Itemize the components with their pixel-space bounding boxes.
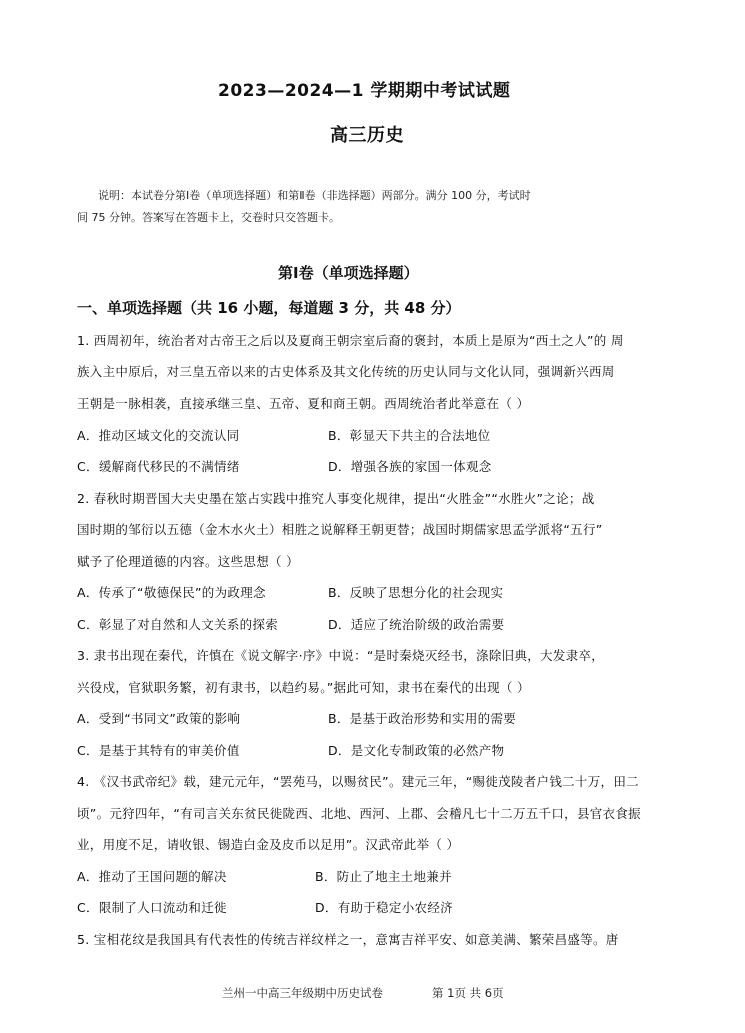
question-3-line-2: 兴役戍，官狱职务繁，初有隶书，以趋约易。”据此可知，隶书在秦代的出现（ ） xyxy=(77,680,530,695)
exam-subject: 高三历史 xyxy=(330,125,404,146)
question-1-option-d: D．增强各族的家国一体观念 xyxy=(328,459,492,474)
question-4-option-d: D．有助于稳定小农经济 xyxy=(315,900,453,915)
question-2-option-b: B．反映了思想分化的社会现实 xyxy=(328,585,504,600)
instructions-line-1: 说明：本试卷分第Ⅰ卷（单项选择题）和第Ⅱ卷（非选择题）两部分。满分 100 分，考试时 xyxy=(98,189,531,202)
question-1-option-a: A．推动区域文化的交流认同 xyxy=(77,428,240,443)
question-3-option-c: C．是基于其特有的审美价值 xyxy=(77,743,240,758)
question-1-option-c: C．缓解商代移民的不满情绪 xyxy=(77,459,240,474)
question-4-line-1: 4. 《汉书武帝纪》载，建元元年，“罢苑马，以赐贫民”。建元三年，“赐徙茂陵者户钱二十万，田二 xyxy=(77,774,639,789)
footer-page-number: 第 1页 共 6页 xyxy=(432,986,504,1000)
footer-exam-name: 兰州一中高三年级期中历史试卷 xyxy=(222,986,383,1000)
part-title: 第Ⅰ卷（单项选择题） xyxy=(278,264,419,282)
question-1-line-1: 1. 西周初年，统治者对古帝王之后以及夏商王朝宗室后裔的褒封，本质上是原为“西土之人”的 周 xyxy=(77,333,624,348)
question-3-line-1: 3. 隶书出现在秦代，许慎在《说文解字·序》中说：“是时秦烧灭经书，涤除旧典，大发隶卒， xyxy=(77,648,605,663)
question-4-option-a: A．推动了王国问题的解决 xyxy=(77,869,227,884)
question-2-line-1: 2. 春秋时期晋国大夫史墨在筮占实践中推究人事变化规律，提出“火胜金”“水胜火”之论；战 xyxy=(77,491,595,506)
section-heading: 一、单项选择题（共 16 小题，每道题 3 分，共 48 分） xyxy=(77,299,461,317)
question-3-option-b: B．是基于政治形势和实用的需要 xyxy=(328,711,517,726)
instructions-line-2: 间 75 分钟。答案写在答题卡上，交卷时只交答题卡。 xyxy=(77,211,340,224)
question-2-line-3: 赋予了伦理道德的内容。这些思想（ ） xyxy=(77,554,299,569)
question-4-line-3: 业，用度不足，请收银、锡造白金及皮币以足用”。汉武帝此举（ ） xyxy=(77,837,460,852)
question-3-option-a: A．受到“书同文”政策的影响 xyxy=(77,711,241,726)
question-4-option-b: B．防止了地主土地兼并 xyxy=(315,869,452,884)
question-3-option-d: D．是文化专制政策的必然产物 xyxy=(328,743,505,758)
question-5-line-1: 5. 宝相花纹是我国具有代表性的传统吉祥纹样之一，意寓吉祥平安、如意美满、繁荣昌盛等。唐 xyxy=(77,932,619,947)
question-2-line-2: 国时期的邹衍以五德（金木水火土）相胜之说解释王朝更替；战国时期儒家思孟学派将“五行” xyxy=(77,522,603,537)
question-2-option-c: C．彰显了对自然和人文关系的探索 xyxy=(77,617,279,632)
question-1-option-b: B．彰显天下共主的合法地位 xyxy=(328,428,491,443)
question-4-line-2: 顷”。元狩四年，“有司言关东贫民徙陇西、北地、西河、上郡、会稽凡七十二万五千口，县官衣食振 xyxy=(77,806,641,821)
question-4-option-c: C．限制了人口流动和迁徙 xyxy=(77,900,227,915)
question-1-line-3: 王朝是一脉相袭，直接承继三皇、五帝、夏和商王朝。西周统治者此举意在（ ） xyxy=(77,396,530,411)
exam-title: 2023—2024—1 学期期中考试试题 xyxy=(218,81,511,101)
question-2-option-d: D．适应了统治阶级的政治需要 xyxy=(328,617,505,632)
question-2-option-a: A．传承了“敬德保民”的为政理念 xyxy=(77,585,266,600)
question-1-line-2: 族入主中原后，对三皇五帝以来的古史体系及其文化传统的历史认同与文化认同，强调新兴西周 xyxy=(77,364,615,379)
